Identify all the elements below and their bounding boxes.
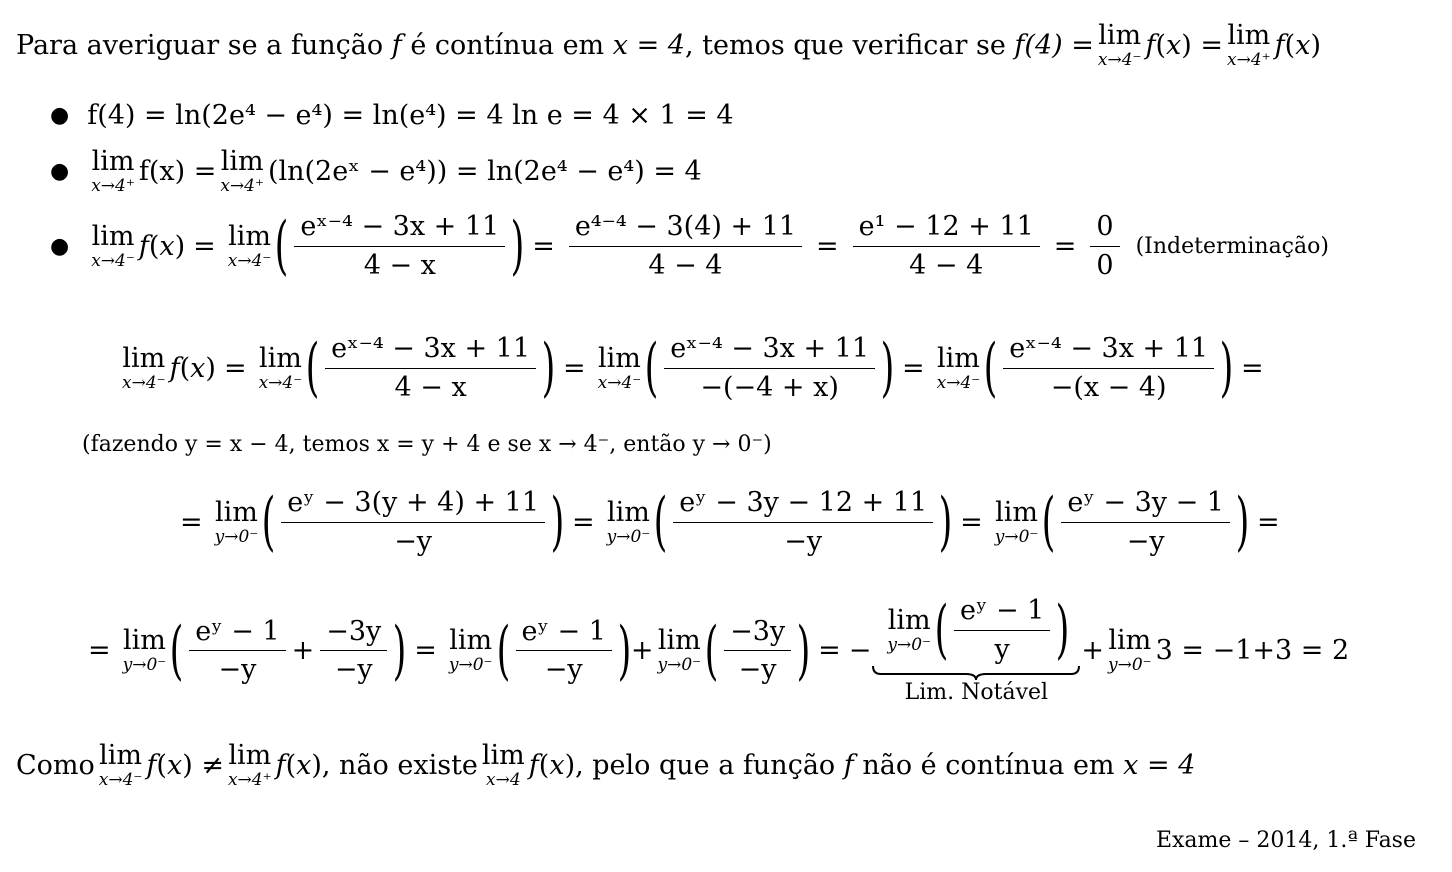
underbrace: [871, 664, 1081, 680]
fraction: $\frac{\text{e¹ − 12 + 11}}{4 - 4}$: [853, 212, 1040, 280]
conclusion-cond: x = 4: [1123, 750, 1196, 781]
fraction: $\frac{\text{eʸ − 1}}{-y}$: [516, 617, 612, 685]
fraction: $\frac{\text{eʸ − 3y − 1}}{-y}$: [1061, 488, 1230, 556]
intro-text: Para averiguar se a função: [16, 30, 384, 61]
step-3-tail: 3 = −1+3 = 2: [1155, 635, 1350, 667]
lim-right: lim x→4⁺: [1227, 20, 1271, 70]
lim: lim x→4⁺: [227, 740, 272, 790]
lim: lim x→4⁻: [98, 740, 143, 790]
conclusion-text2: , não existe: [321, 750, 478, 781]
lim: lim x→4: [481, 740, 525, 790]
fraction: $\frac{0}{0}$: [1090, 212, 1119, 280]
lim: lim y→0⁻: [657, 625, 702, 676]
notable-limit-label: Lim. Notável: [904, 680, 1049, 706]
lim: lim y→0⁻: [214, 496, 259, 547]
intro-text3: , temos que verificar se: [684, 30, 1006, 61]
fraction: $\frac{-3y}{-y}$: [320, 617, 387, 685]
notable-limit-group: lim y→0⁻ ( $\frac{\text{eʸ − 1}}{y}$ ) Lim. Notável: [871, 596, 1081, 705]
intro-line: Para averiguar se a função f é contínua em x = 4 , temos que verificar se f(4) = lim x→4⁻ f ( x ) = lim x→4⁺ f ( x ): [16, 20, 1321, 70]
bullet-1-text: f(4) = ln(2e⁴ − e⁴) = ln(e⁴) = 4 ln e = 4 × 1 = 4: [87, 100, 734, 131]
fraction: $\frac{\text{eʸ − 3(y + 4) + 11}}{-y}$: [281, 488, 545, 556]
conclusion-text1: Como: [16, 750, 95, 781]
bullet-2-expr1: f(x) =: [138, 156, 217, 187]
conclusion-text3: , pelo que a função: [575, 750, 836, 781]
fraction: $\frac{\text{eʸ − 1}}{-y}$: [189, 617, 285, 685]
fraction: $\frac{\text{eˣ⁻⁴ − 3x + 11}}{-(x - 4)}$: [1003, 334, 1214, 402]
intro-eq: f(4) =: [1014, 30, 1094, 61]
fraction: $\frac{\text{eʸ − 1}}{y}$: [954, 596, 1050, 664]
fraction: $\frac{\text{e⁴⁻⁴ − 3(4) + 11}}{4 - 4}$: [569, 212, 802, 280]
conclusion: Como lim x→4⁻ f ( x ) ≠ lim x→4⁺ f ( x ) , não existe lim x→4 f ( x ) , pelo que a função f não é contínua em x = 4: [16, 740, 1196, 790]
bullet-2: [50, 148, 702, 195]
bullet-3: ● lim x→4⁻ f ( x ) = lim x→4⁻ ( $\frac{\text{eˣ⁻⁴ − 3x + 11}}{4 - x}$ ) = $\frac{\text{e⁴⁻⁴ − 3(4) + 11}}{4 - 4}$ = $\frac{\text{e¹ − 12 + 11}}{4 - 4}$ = $\frac{0}{0}$ (Indeterminação): [50, 209, 1329, 284]
lim: lim y→0⁻: [887, 604, 932, 655]
bullet-dot: ●: [50, 233, 70, 259]
substitution-note: (fazendo y = x − 4, temos x = y + 4 e se x → 4⁻, então y → 0⁻): [82, 432, 772, 457]
bullet-1: [50, 100, 734, 131]
lim: lim y→0⁻: [994, 496, 1039, 547]
bullet-dot: ●: [50, 159, 70, 184]
source-footer: Exame – 2014, 1.ª Fase: [1155, 828, 1416, 853]
lim: lim y→0⁻: [448, 625, 493, 676]
conclusion-text4: não é contínua em: [862, 750, 1115, 781]
step-1: lim x→4⁻ f ( x ) = lim x→4⁻ ( $\frac{\text{eˣ⁻⁴ − 3x + 11}}{4 - x}$ ) = lim x→4⁻ ( $\frac{\text{eˣ⁻⁴ − 3x + 11}}{-(-4 + x)}$ ) = lim x→4⁻ ( $\frac{\text{eˣ⁻⁴ − 3x + 11}}{-(x - 4)}$ ) =: [122, 331, 1264, 406]
lim: lim x→4⁻: [122, 342, 166, 393]
lim: lim x→4⁻: [258, 342, 303, 393]
fraction: $\frac{\text{eˣ⁻⁴ − 3x + 11}}{4 - x}$: [294, 212, 505, 280]
step-3: = lim y→0⁻ ( $\frac{\text{eʸ − 1}}{-y}$ + $\frac{-3y}{-y}$ ) = lim y→0⁻ ( $\frac{\text{eʸ − 1}}{-y}$ ) + lim y→0⁻ ( $\frac{-3y}{-y}$ ) = − lim y→0⁻ ( $\frac{\text{eʸ − 1}}{y}$ ) Lim. Notável + lim y→0⁻ 3 = −1+3 = 2: [88, 593, 1350, 706]
bullet-2-expr2: (ln(2eˣ − e⁴)) = ln(2e⁴ − e⁴) = 4: [267, 156, 702, 187]
lim: lim x→4⁻: [227, 220, 272, 271]
step-2: = lim y→0⁻ ( $\frac{\text{eʸ − 3(y + 4) + 11}}{-y}$ ) = lim y→0⁻ ( $\frac{\text{eʸ − 3y − 12 + 11}}{-y}$ ) = lim y→0⁻ ( $\frac{\text{eʸ − 3y − 1}}{-y}$ ) =: [180, 485, 1280, 560]
lim: lim y→0⁻: [122, 625, 167, 676]
lim: lim x→4⁻: [597, 342, 642, 393]
intro-text2: é contínua em: [410, 30, 605, 61]
intro-f: f: [391, 30, 402, 61]
lim: lim x→4⁺: [220, 146, 264, 196]
bullet-dot: ●: [50, 103, 70, 128]
lim: lim x→4⁺: [91, 146, 135, 196]
indeterminacy-note: (Indeterminação): [1135, 233, 1329, 259]
lim: lim y→0⁻: [606, 496, 651, 547]
fraction: $\frac{-3y}{-y}$: [724, 617, 791, 685]
lim: lim y→0⁻: [1107, 625, 1152, 676]
fraction: $\frac{\text{eʸ − 3y − 12 + 11}}{-y}$: [673, 488, 933, 556]
fraction: $\frac{\text{eˣ⁻⁴ − 3x + 11}}{-(-4 + x)}$: [664, 334, 875, 402]
lim: lim x→4⁻: [936, 342, 981, 393]
lim: lim x→4⁻: [91, 220, 135, 271]
lim-left: lim x→4⁻: [1097, 20, 1142, 70]
fraction: $\frac{\text{eˣ⁻⁴ − 3x + 11}}{4 - x}$: [325, 334, 536, 402]
intro-cond: x = 4: [612, 30, 685, 61]
